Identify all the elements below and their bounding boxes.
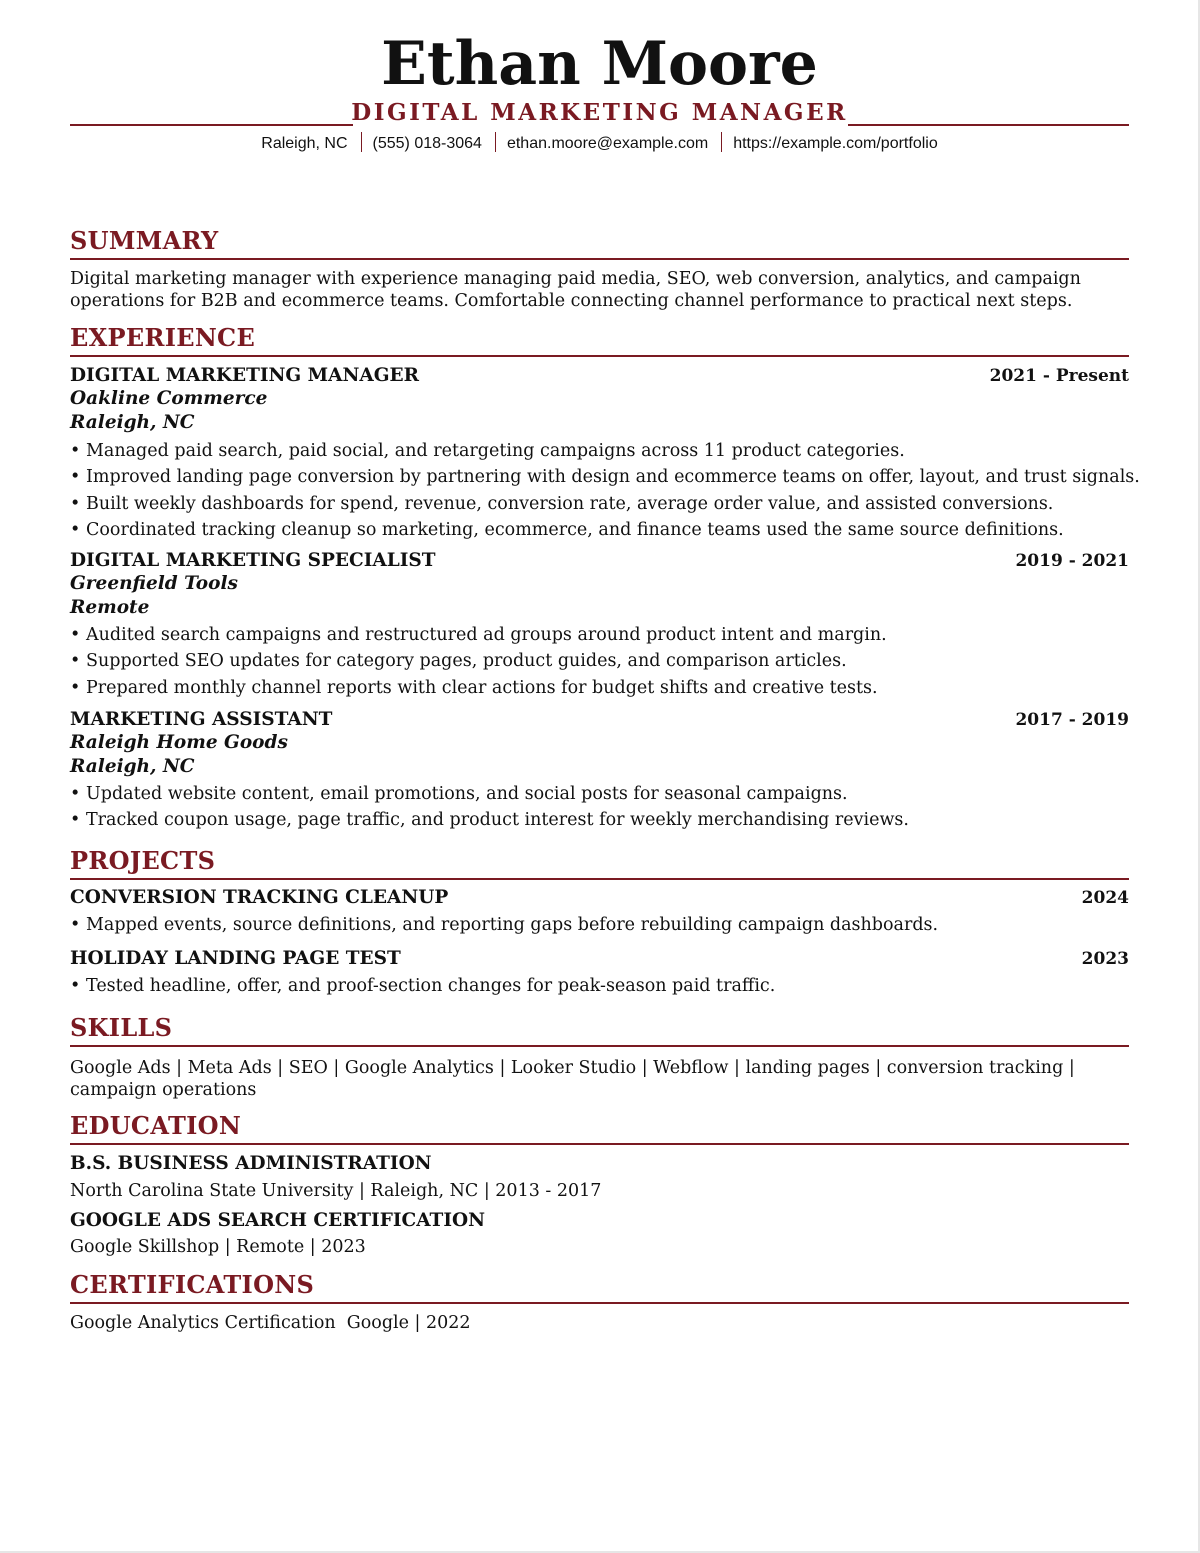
job-company: Greenfield Tools	[70, 573, 238, 594]
section-heading-certifications	[70, 1270, 1129, 1300]
contact-email[interactable]: ethan.moore@example.com	[506, 135, 709, 152]
list-item: • Supported SEO updates for category pages, product guides, and comparison articles.	[70, 648, 1129, 674]
section-heading-experience	[70, 323, 1129, 353]
certifications-text: Google Analytics Certification Google | 2022	[70, 1313, 471, 1333]
section-rule	[70, 355, 1129, 357]
list-item: • Tested headline, offer, and proof-section changes for peak-season paid traffic.	[70, 973, 1129, 999]
section-rule	[70, 1302, 1129, 1304]
list-item: • Audited search campaigns and restructured ad groups around product intent and margin.	[70, 622, 1129, 648]
section-heading-projects	[70, 846, 1129, 876]
list-item: • Improved landing page conversion by partnering with design and ecommerce teams on offer, layout, and trust signals.	[70, 464, 1129, 490]
candidate-name: Ethan Moore	[381, 29, 818, 99]
job-title	[70, 364, 1129, 388]
education-degree: B.S. BUSINESS ADMINISTRATION	[70, 1153, 432, 1174]
job-title	[70, 708, 1129, 732]
list-item: • Coordinated tracking cleanup so marketing, ecommerce, and finance teams used the same source definitions.	[70, 517, 1129, 543]
project-bullets	[70, 912, 1129, 938]
skills-text: Google Ads | Meta Ads | SEO | Google Analytics | Looker Studio | Webflow | landing pages | conversion tracking | campaign operations	[70, 1058, 1075, 1100]
project-title	[70, 947, 1129, 971]
section-rule	[70, 1143, 1129, 1145]
list-item: • Tracked coupon usage, page traffic, and product interest for weekly merchandising reviews.	[70, 807, 1129, 833]
job-role: DIGITAL MARKETING SPECIALIST	[70, 550, 436, 571]
section-rule	[70, 1045, 1129, 1047]
section-heading-skills	[70, 1013, 1129, 1043]
job-bullets	[70, 438, 1140, 543]
list-item: • Managed paid search, paid social, and retargeting campaigns across 11 product categories.	[70, 438, 1129, 464]
job-location: Raleigh, NC	[70, 412, 195, 433]
job-role: MARKETING ASSISTANT	[70, 709, 333, 730]
list-item: • Mapped events, source definitions, and reporting gaps before rebuilding campaign dashboards.	[70, 912, 1129, 938]
job-location: Remote	[70, 597, 150, 618]
contact-line	[70, 132, 1129, 156]
project-year: 2023	[1081, 949, 1129, 969]
education-details: Google Skillshop | Remote | 2023	[70, 1237, 366, 1257]
section-heading-text: SKILLS	[70, 1013, 173, 1042]
project-name: CONVERSION TRACKING CLEANUP	[70, 887, 449, 908]
list-item: • Updated website content, email promotions, and social posts for seasonal campaigns.	[70, 781, 1129, 807]
job-dates: 2021 - Present	[989, 366, 1129, 386]
list-item: • Built weekly dashboards for spend, revenue, conversion rate, average order value, and assisted conversions.	[70, 491, 1129, 517]
section-rule	[70, 258, 1129, 260]
section-heading-education	[70, 1111, 1129, 1141]
contact-separator	[495, 132, 496, 152]
section-heading-summary	[70, 226, 1129, 256]
section-heading-text: EXPERIENCE	[70, 323, 256, 352]
section-heading-text: PROJECTS	[70, 846, 216, 875]
contact-separator	[721, 132, 722, 152]
job-company: Oakline Commerce	[70, 388, 268, 409]
job-dates: 2019 - 2021	[1015, 551, 1129, 571]
contact-separator	[361, 132, 362, 152]
job-title	[70, 549, 1129, 573]
section-heading-text: EDUCATION	[70, 1111, 242, 1140]
job-bullets	[70, 781, 1129, 834]
candidate-title: DIGITAL MARKETING MANAGER	[351, 99, 848, 126]
education-degree: GOOGLE ADS SEARCH CERTIFICATION	[70, 1210, 486, 1231]
job-location: Raleigh, NC	[70, 756, 195, 777]
project-year: 2024	[1081, 888, 1129, 908]
list-item: • Prepared monthly channel reports with clear actions for budget shifts and creative tests.	[70, 675, 1129, 701]
job-dates: 2017 - 2019	[1015, 710, 1129, 730]
title-row	[70, 98, 1129, 128]
education-details: North Carolina State University | Raleigh, NC | 2013 - 2017	[70, 1181, 602, 1201]
contact-website[interactable]: https://example.com/portfolio	[733, 135, 938, 152]
project-bullets	[70, 973, 1129, 999]
section-rule	[70, 878, 1129, 880]
section-heading-text: SUMMARY	[70, 226, 219, 255]
project-name: HOLIDAY LANDING PAGE TEST	[70, 948, 401, 969]
job-company: Raleigh Home Goods	[70, 732, 288, 753]
contact-location: Raleigh, NC	[261, 135, 348, 152]
contact-phone: (555) 018-3064	[372, 135, 482, 152]
job-bullets	[70, 622, 1129, 701]
job-role: DIGITAL MARKETING MANAGER	[70, 365, 420, 386]
title-divider-right	[848, 124, 1129, 126]
section-heading-text: CERTIFICATIONS	[70, 1270, 315, 1299]
summary-text: Digital marketing manager with experience managing paid media, SEO, web conversion, analytics, and campaign operations for B2B and ecommerce teams. Comfortable connecting channel performance to practical next steps.	[70, 269, 1081, 311]
project-title	[70, 886, 1129, 910]
